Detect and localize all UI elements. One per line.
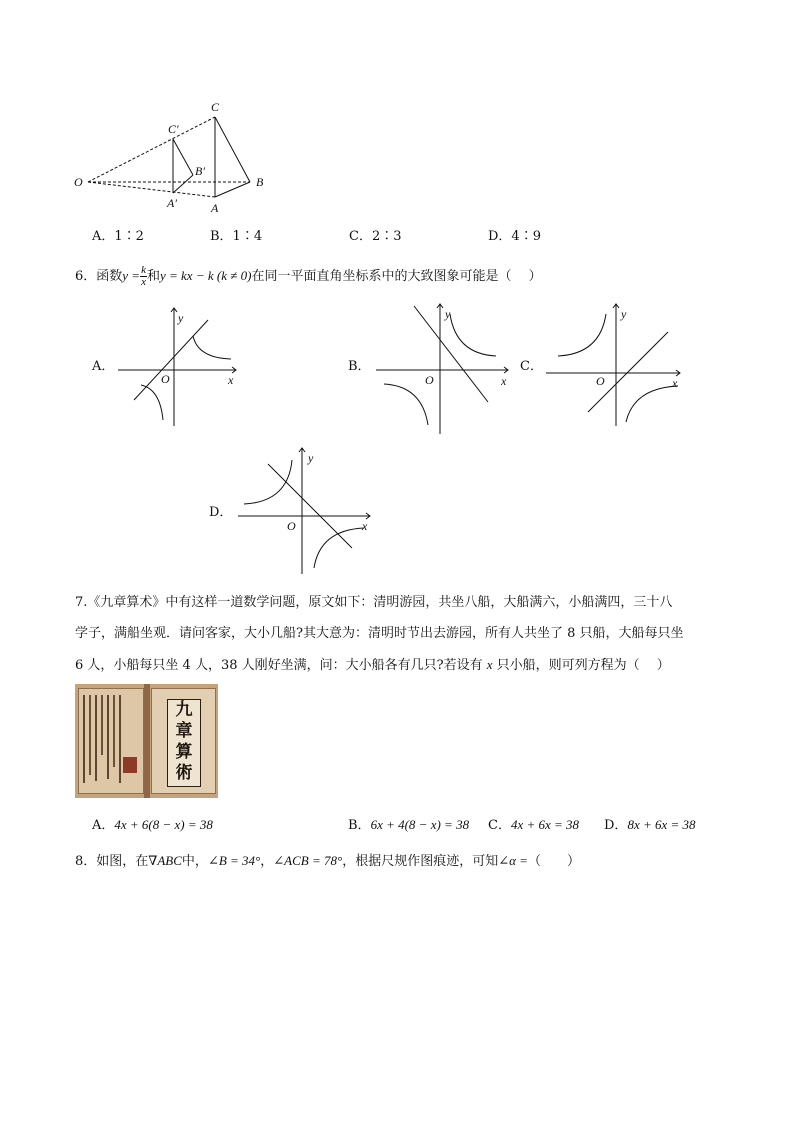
- graph-b-curve-q3: [384, 384, 428, 425]
- graph-b-y-label: y: [445, 307, 451, 321]
- label-a: A: [211, 201, 219, 215]
- book-photo: [75, 684, 218, 798]
- label-a-prime: A′: [167, 196, 177, 210]
- q6-fraction: [140, 265, 147, 288]
- q8-text-a: 8．如图，在: [75, 854, 149, 869]
- graph-c-x-label: x: [672, 376, 678, 390]
- q7-line-3a: 6 人，小船每只坐 4 人，38 人刚好坐满，问：大小船各有几只?若设有: [75, 658, 483, 673]
- graph-a-origin: O: [161, 372, 170, 386]
- q8-text-c: ，根据尺规作图痕迹，可知: [342, 854, 499, 869]
- book-title-char-4: 術: [175, 763, 193, 783]
- q8-stem: [75, 853, 580, 870]
- label-c-prime: C′: [168, 122, 179, 136]
- book-spine: [144, 684, 150, 798]
- graph-b-curve-q1: [450, 314, 496, 356]
- graph-d-x-label: x: [362, 519, 368, 533]
- q7-variable: x: [486, 657, 493, 672]
- graph-c-origin: O: [596, 374, 605, 388]
- book-left-page: [78, 688, 144, 794]
- q8-text-b: 中，: [181, 854, 208, 869]
- q7-option-d[interactable]: [604, 817, 696, 834]
- q8-text-d: （ ）: [527, 854, 580, 869]
- book-title-label: [167, 699, 201, 787]
- q7-option-b-label: B．: [348, 818, 371, 833]
- q7-option-d-eq: 8x + 6x = 38: [627, 817, 696, 832]
- q6-connector: 和: [146, 269, 160, 284]
- q5-option-a[interactable]: A．1∶2: [92, 229, 144, 244]
- q6-rest: 在同一平面直角坐标系中的大致图象可能是（ ）: [251, 269, 542, 284]
- graph-b-origin: O: [425, 373, 434, 387]
- q6-stem: [75, 262, 542, 291]
- graph-d-line: [268, 464, 352, 548]
- q8-angle-b: ∠B = 34°: [207, 853, 261, 868]
- graph-c[interactable]: [540, 298, 685, 428]
- graph-d[interactable]: [232, 444, 377, 576]
- graph-a-y-label: y: [178, 311, 184, 325]
- graph-a-curve-q3: [141, 385, 163, 420]
- q7-option-c-label: C．: [488, 818, 511, 833]
- label-c: C: [211, 100, 220, 114]
- q6-option-a[interactable]: A．: [92, 359, 115, 374]
- book-title-char-3: 算: [175, 742, 193, 762]
- q7-option-a-eq: 4x + 6(8 − x) = 38: [114, 817, 213, 832]
- label-b-prime: B′: [195, 164, 205, 178]
- graph-b[interactable]: [370, 298, 515, 438]
- label-b: B: [256, 175, 264, 189]
- q5-option-d[interactable]: D．4∶9: [488, 229, 541, 244]
- q7-option-d-label: D．: [604, 818, 628, 833]
- q7-line-3: [75, 657, 670, 674]
- graph-c-line: [588, 332, 668, 412]
- graph-c-y-label: y: [621, 307, 627, 321]
- q6-eq1-lhs: y =: [122, 268, 141, 283]
- similar-triangles-figure: [70, 96, 280, 218]
- graph-a-curve-q1: [193, 336, 231, 359]
- graph-c-curve-q2: [558, 314, 606, 356]
- graph-d-curve-q4: [314, 528, 364, 568]
- label-o: O: [74, 175, 83, 189]
- graph-d-origin: O: [287, 519, 296, 533]
- red-seal: [123, 757, 137, 773]
- q6-eq2: y = kx − k (k ≠ 0): [159, 268, 252, 283]
- q7-option-c-eq: 4x + 6x = 38: [510, 817, 580, 832]
- graph-d-curve-q2: [244, 460, 292, 504]
- book-title-char-1: 九: [175, 700, 193, 720]
- q7-option-b-eq: 6x + 4(8 − x) = 38: [370, 817, 470, 832]
- q5-option-b[interactable]: B．1∶4: [210, 229, 263, 244]
- q7-line-2: 学子，满船坐观．请问客家，大小几船?其大意为：清明时节出去游园，所有人共坐了 8 只船，大船每只坐: [75, 626, 684, 641]
- q6-number: 6．函数: [75, 269, 123, 284]
- q6-option-c[interactable]: C．: [520, 359, 543, 374]
- book-title-char-2: 章: [175, 721, 193, 741]
- q6-frac-num: k: [141, 264, 146, 276]
- q5-option-c[interactable]: C．2∶3: [349, 229, 402, 244]
- graph-d-y-label: y: [308, 451, 314, 465]
- line-oa: [88, 182, 215, 197]
- q7-option-a[interactable]: [92, 817, 213, 834]
- q8-sep: ，: [260, 854, 274, 869]
- graph-a-x-label: x: [228, 373, 234, 387]
- q8-angle-alpha: ∠α =: [498, 853, 528, 868]
- q7-option-b[interactable]: [348, 817, 469, 834]
- graph-b-x-label: x: [501, 374, 507, 388]
- q6-option-b[interactable]: B．: [348, 359, 371, 374]
- q7-line-1: 7.《九章算术》中有这样一道数学问题，原文如下：清明游园，共坐八船，大船满六，小船满四，三十八: [75, 595, 673, 610]
- book-right-page: [151, 688, 216, 794]
- q6-option-d[interactable]: D．: [209, 505, 233, 520]
- q8-angle-acb: ∠ACB = 78°: [273, 853, 343, 868]
- q6-frac-den: x: [141, 276, 146, 288]
- q8-triangle: ∇ABC: [148, 853, 182, 868]
- q7-option-a-label: A．: [92, 818, 115, 833]
- graph-a[interactable]: [112, 302, 242, 426]
- q7-line-3b: 只小船，则可列方程为（ ）: [496, 658, 670, 673]
- graph-c-curve-q4: [626, 386, 678, 422]
- q7-option-c[interactable]: [488, 817, 579, 834]
- graph-a-line: [134, 320, 208, 400]
